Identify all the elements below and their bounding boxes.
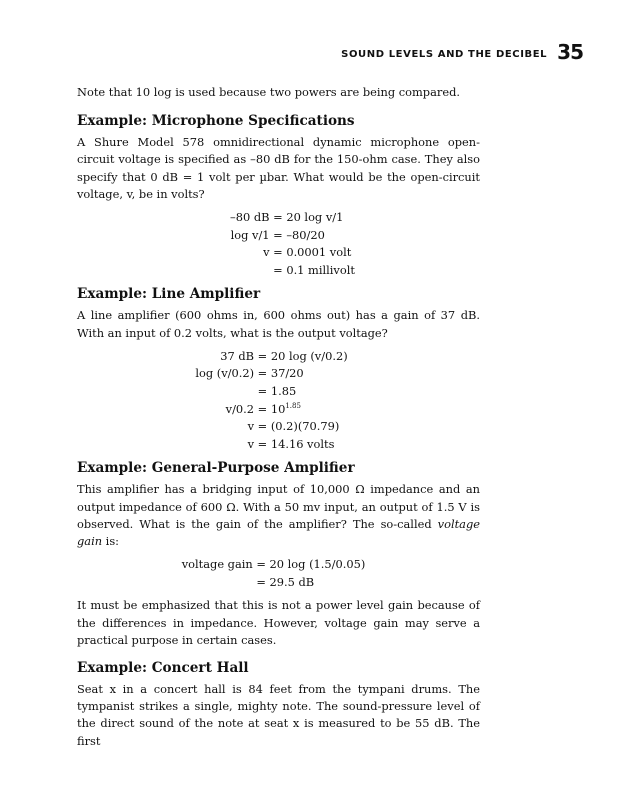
equation-left: v	[247, 436, 255, 451]
equation-left: v	[247, 419, 255, 434]
equation-block-line-amplifier	[70, 348, 473, 454]
equation-left	[230, 262, 269, 280]
equation-right: = 20 log (v/0.2)	[254, 348, 348, 363]
equation-right: = 14.16 volts	[254, 436, 335, 451]
equation-block-voltage-gain	[72, 556, 475, 591]
paragraph-text-end: is:	[102, 533, 120, 548]
equation-right: = (0.2)(70.79)	[254, 419, 340, 434]
paragraph-text: This amplifier has a bridging input of 10,000 Ω impedance and an output impedance of 600 Ω. With a 50 mv input, an output of 1.5 V is observed. What is the gain of the amplifier? The so-called	[77, 482, 480, 531]
line-amplifier-paragraph: A line amplifier (600 ohms in, 600 ohms out) has a gain of 37 dB. With an input of 0.2 volts, what is the output voltage?	[77, 308, 480, 340]
chapter-title: SOUND LEVELS AND THE DECIBEL	[341, 49, 548, 60]
emphasis-voltage-gain: voltage gain	[77, 516, 480, 548]
equation-left: log v/1	[230, 227, 270, 242]
concert-hall-paragraph: Seat x in a concert hall is 84 feet from the tympani drums. The tympanist strikes a single, mighty note. The sound-pressure level of the direct sound of the note at seat x is measured to be 55 dB. The first	[77, 681, 480, 748]
equation-base: = 10	[254, 401, 286, 416]
running-header	[341, 42, 583, 62]
equation-right	[254, 401, 348, 419]
microphone-paragraph: A Shure Model 578 omnidirectional dynamic microphone open-circuit voltage is specified as –80 dB for the 150-ohm case. They also specify that 0 dB = 1 volt per µbar. What would be the open-circuit voltage, v, be in volts?	[77, 135, 480, 201]
equation-left: voltage gain	[181, 557, 253, 572]
equation-right: = –80/20	[269, 227, 325, 242]
heading-concert-hall: Example: Concert Hall	[77, 659, 249, 676]
heading-general-purpose-amplifier: Example: General-Purpose Amplifier	[77, 460, 355, 477]
equation-exponent: 1.85	[285, 401, 301, 410]
equation-left: v	[263, 245, 270, 260]
equation-left	[182, 574, 253, 592]
equation-right: = 20 log v/1	[269, 210, 344, 225]
equation-left: 37 dB	[220, 348, 255, 363]
equation-right: = 0.1 millivolt	[269, 262, 355, 277]
page-number: 35	[557, 40, 583, 64]
equation-right: = 20 log (1.5/0.05)	[252, 557, 366, 572]
equation-right: = 1.85	[254, 383, 297, 398]
equation-right: = 29.5 dB	[252, 574, 315, 589]
intro-paragraph: Note that 10 log is used because two powers are being compared.	[77, 85, 460, 99]
equation-right: = 37/20	[254, 366, 304, 381]
equation-right: = 0.0001 volt	[269, 245, 352, 260]
voltage-gain-note: It must be emphasized that this is not a power level gain because of the differences in impedance. However, voltage gain may serve a practical purpose in certain cases.	[77, 598, 480, 647]
equation-left: –80 dB	[230, 210, 270, 225]
heading-line-amplifier: Example: Line Amplifier	[77, 286, 261, 303]
equation-left: log (v/0.2)	[195, 366, 255, 381]
body-text	[77, 84, 480, 750]
equation-left	[195, 383, 254, 401]
equation-block-microphone	[91, 209, 494, 279]
general-amplifier-paragraph	[77, 481, 480, 550]
equation-left: v/0.2	[225, 401, 255, 416]
heading-microphone-specifications: Example: Microphone Specifications	[77, 113, 355, 130]
